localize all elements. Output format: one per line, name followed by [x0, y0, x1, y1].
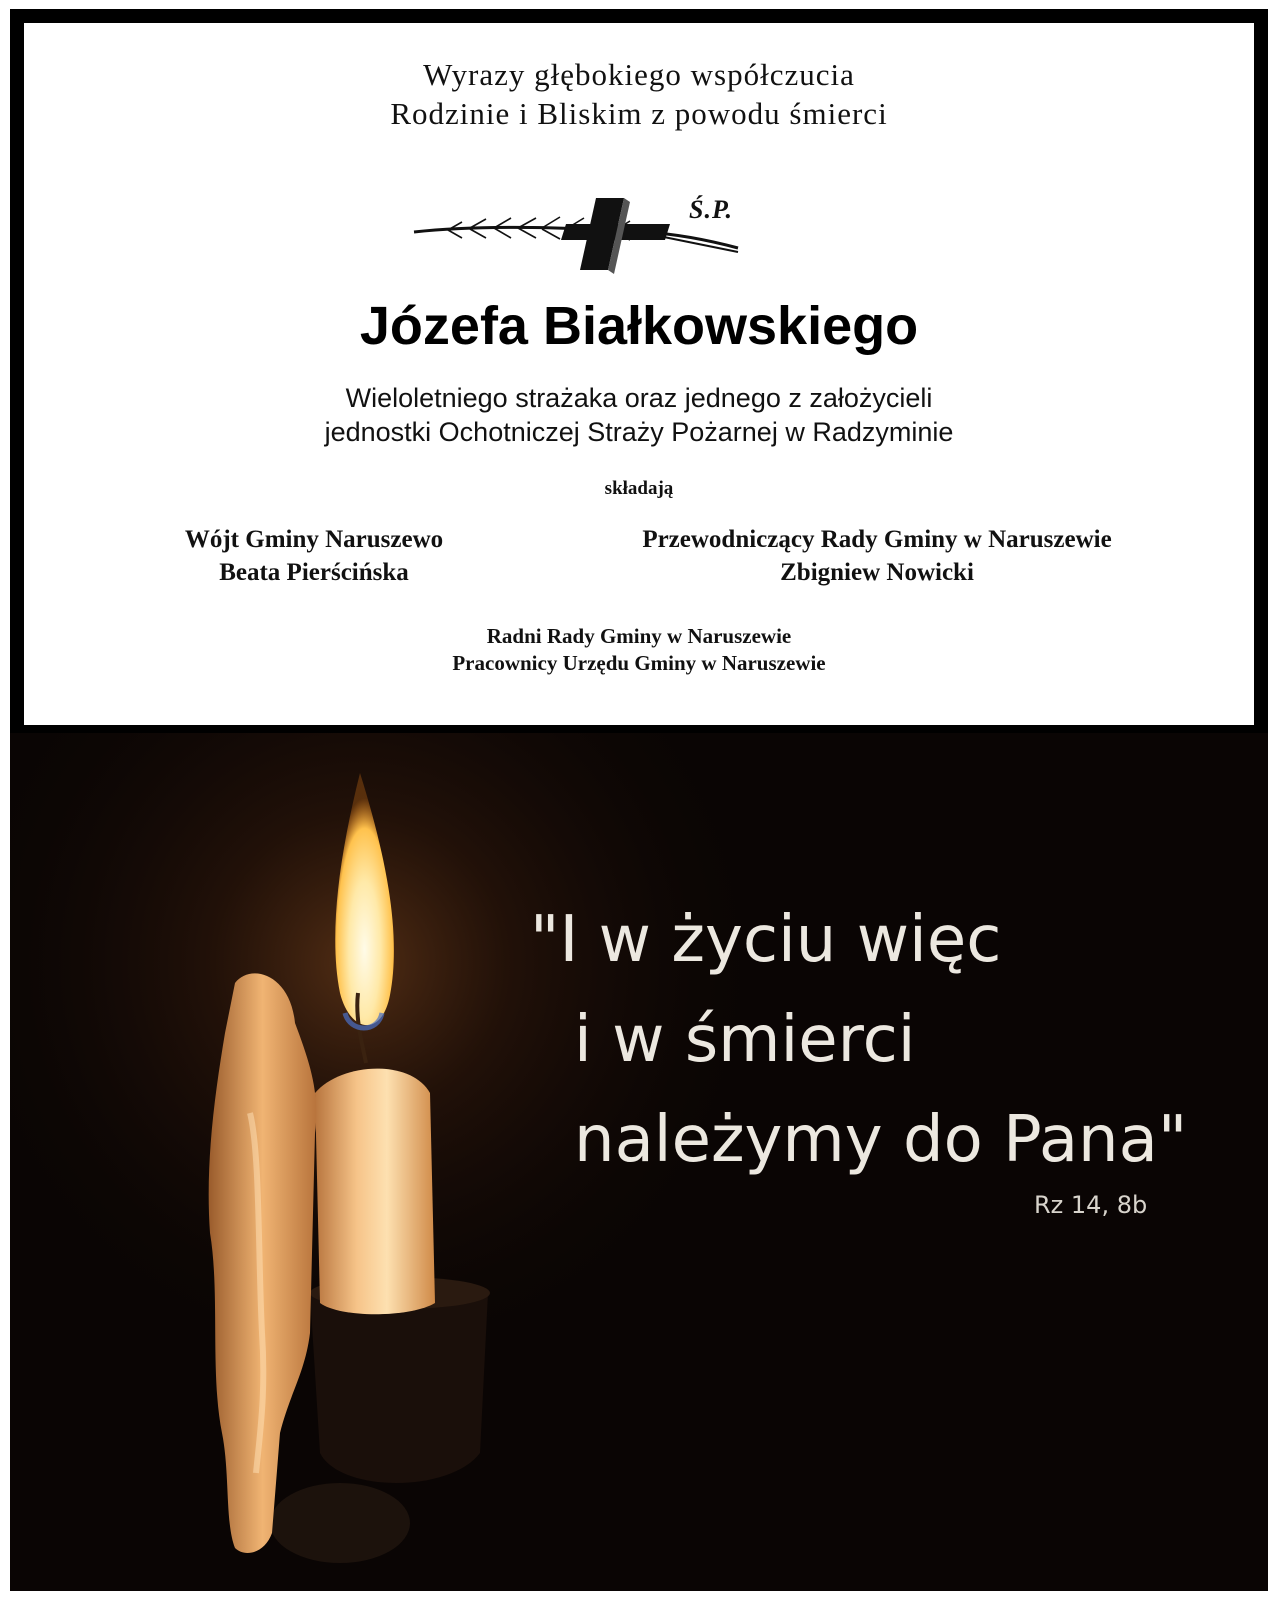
condolence-card	[22, 21, 1256, 727]
description-line-2: jednostki Ochotniczej Straży Pożarnej w Radzyminie	[324, 417, 954, 447]
quote-line-2: i w śmierci	[574, 1003, 916, 1077]
signer-left	[164, 523, 464, 589]
signer-left-title: Wójt Gminy Naruszewo	[184, 526, 444, 553]
signer-right	[612, 523, 1142, 589]
signer-left-name: Beata Pierścińska	[219, 559, 409, 586]
signer-right-title: Przewodniczący Rady Gminy w Naruszewie	[642, 526, 1112, 553]
sp-label: Ś.P.	[689, 195, 733, 224]
quote-line-1: "I w życiu więc	[530, 903, 1002, 977]
intro-line-2: Rodzinie i Bliskim z powodu śmierci	[390, 96, 888, 131]
candle-image-panel	[10, 733, 1268, 1591]
others-line-1: Radni Rady Gminy w Naruszewie	[486, 624, 792, 648]
bible-citation: Rz 14, 8b	[1034, 1191, 1148, 1219]
deceased-name: Józefa Białkowskiego	[359, 296, 919, 356]
signer-right-name: Zbigniew Nowicki	[780, 559, 974, 586]
quote-line-3: należymy do Pana"	[574, 1103, 1188, 1177]
skladaja-label: składają	[604, 478, 674, 499]
condolence-card-frame	[10, 9, 1268, 739]
others-line-2: Pracownicy Urzędu Gminy w Naruszewie	[452, 651, 826, 675]
description-line-1: Wieloletniego strażaka oraz jednego z założycieli	[345, 383, 933, 413]
intro-line-1: Wyrazy głębokiego współczucia	[423, 57, 855, 92]
